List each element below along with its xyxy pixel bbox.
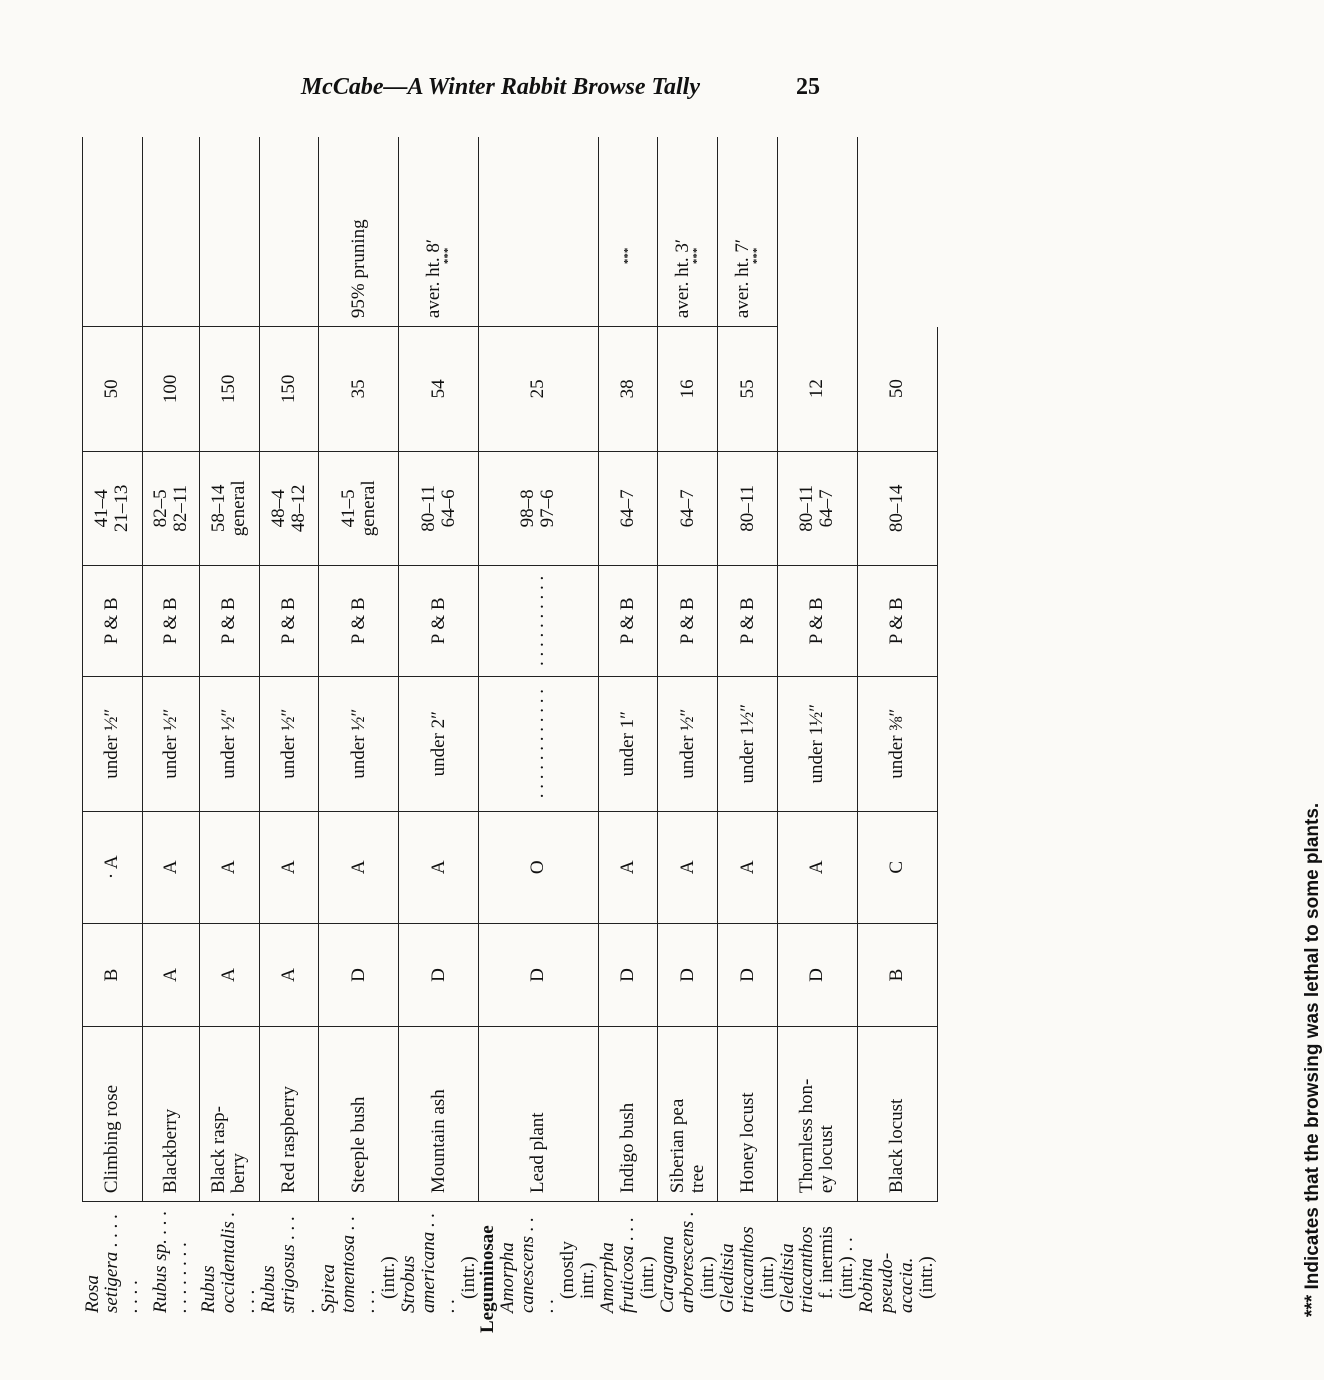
species-name: Rubus sp. . . . . . . . . . . . — [149, 1210, 191, 1313]
stem-size-cell: under 1″ — [598, 676, 658, 811]
remarks-cell — [319, 137, 399, 327]
rating-b-cell: D — [718, 923, 778, 1026]
species-note: (mostly intr.) — [557, 1240, 599, 1299]
running-title: McCabe—A Winter Rabbit Browse Tally — [300, 74, 700, 100]
table-row — [259, 137, 319, 1337]
rotated-table-block — [81, 137, 1323, 1337]
rating-b-cell: A — [199, 923, 259, 1026]
remarks-text: aver. ht. 3′ — [672, 238, 694, 319]
rating-a-cell: A — [319, 811, 399, 923]
stem-size-cell: under ½″ — [83, 676, 143, 811]
rating-a-cell: A — [658, 811, 718, 923]
rating-b-cell: D — [399, 923, 479, 1026]
stem-size-cell: under ½″ — [658, 676, 718, 811]
remarks-cell — [718, 137, 778, 327]
stem-size-cell: under ⅜″ — [857, 676, 937, 811]
browse-type-cell: P & B — [778, 566, 858, 677]
species-cell — [857, 1202, 937, 1337]
species-note: (intr.) — [377, 1256, 399, 1299]
count-cell: 54 — [399, 327, 479, 452]
species-name: Rubus occidentalis . . . . — [198, 1211, 260, 1313]
page-number: 25 — [796, 74, 820, 100]
browse-type-cell: P & B — [319, 566, 399, 677]
remarks-cell — [658, 137, 718, 327]
species-note: (intr.) — [756, 1256, 778, 1299]
table-row — [598, 137, 658, 1337]
location-cell: 41–4 21–13 — [83, 451, 143, 566]
table-row — [778, 137, 858, 1337]
remarks-cell — [598, 137, 658, 327]
page-header — [0, 74, 820, 101]
remarks-text: aver. ht. 8′ — [423, 238, 445, 319]
rating-b-cell: A — [259, 923, 319, 1026]
count-cell: 50 — [857, 327, 937, 452]
species-name: Strobus americana . . . . — [397, 1212, 459, 1313]
common-name-cell: Siberian pea tree — [658, 1027, 718, 1202]
species-name: Amorpha canescens . . . . — [497, 1216, 559, 1313]
location-cell: 64–7 — [658, 451, 718, 566]
rating-b-cell: B — [83, 923, 143, 1026]
remarks-text: 95% pruning — [347, 219, 369, 319]
location-cell: 48–4 48–12 — [259, 451, 319, 566]
stem-size-cell: under ½″ — [259, 676, 319, 811]
rating-b-cell: D — [778, 923, 858, 1026]
browse-type-cell: P & B — [718, 566, 778, 677]
rating-a-cell: A — [778, 811, 858, 923]
common-name-cell: Thornless hon- ey locust — [778, 1027, 858, 1202]
species-cell — [478, 1202, 598, 1337]
species-name: Robina pseudo-acacia. — [856, 1252, 918, 1313]
browse-type-cell: P & B — [83, 566, 143, 677]
species-name: Gleditsia triacanthos — [716, 1226, 758, 1313]
common-name-cell: Blackberry — [142, 1027, 199, 1202]
browse-type-cell: P & B — [658, 566, 718, 677]
common-name-cell: Lead plant — [478, 1027, 598, 1202]
rating-a-cell: A — [718, 811, 778, 923]
stem-size-cell: under ½″ — [142, 676, 199, 811]
table-row — [857, 137, 937, 1337]
common-name-cell: Honey locust — [718, 1027, 778, 1202]
remarks-cell — [199, 137, 259, 327]
location-cell: 80–11 64–7 — [778, 451, 858, 566]
species-note: (intr.) — [636, 1256, 658, 1299]
remarks-cell — [857, 137, 937, 327]
species-name: Gleditsia triacanthos — [776, 1226, 818, 1313]
rating-b-cell: D — [598, 923, 658, 1026]
common-name-cell: Indigo bush — [598, 1027, 658, 1202]
browse-type-cell: P & B — [598, 566, 658, 677]
browse-tally-table — [82, 137, 938, 1337]
count-cell: 16 — [658, 327, 718, 452]
remarks-cell — [83, 137, 143, 327]
count-cell: 38 — [598, 327, 658, 452]
table-row — [718, 137, 778, 1337]
count-cell: 150 — [259, 327, 319, 452]
location-cell: 41–5 general — [319, 451, 399, 566]
table-row — [142, 137, 199, 1337]
table-row — [658, 137, 718, 1337]
count-cell: 50 — [83, 327, 143, 452]
remarks-cell — [142, 137, 199, 327]
table-row — [199, 137, 259, 1337]
rating-a-cell: C — [857, 811, 937, 923]
stem-size-cell: under 1½″ — [718, 676, 778, 811]
table-body — [83, 137, 938, 1337]
count-cell: 12 — [778, 327, 858, 452]
species-cell — [598, 1202, 658, 1337]
lethal-marker: *** — [442, 247, 455, 265]
stem-size-cell: under ½″ — [199, 676, 259, 811]
table-row — [478, 137, 598, 1337]
species-name: Caragana arborescens . — [656, 1211, 698, 1313]
browse-type-cell: . . . . . . . . . . — [478, 566, 598, 677]
table-row — [83, 137, 143, 1337]
rating-a-cell: A — [199, 811, 259, 923]
common-name-cell: Steeple bush — [319, 1027, 399, 1202]
stem-size-cell: under 1½″ — [778, 676, 858, 811]
rating-b-cell: D — [478, 923, 598, 1026]
table-row — [319, 137, 399, 1337]
species-cell — [142, 1202, 199, 1337]
remarks-cell — [259, 137, 319, 327]
species-cell — [199, 1202, 259, 1337]
rating-a-cell: O — [478, 811, 598, 923]
common-name-cell: Climbing rose — [83, 1027, 143, 1202]
rating-a-cell: · A — [83, 811, 143, 923]
common-name-cell: Mountain ash — [399, 1027, 479, 1202]
rating-a-cell: A — [399, 811, 479, 923]
stem-size-cell: under 2″ — [399, 676, 479, 811]
location-cell: 80–14 — [857, 451, 937, 566]
location-cell: 82–5 82–11 — [142, 451, 199, 566]
rating-b-cell: D — [658, 923, 718, 1026]
rating-b-cell: B — [857, 923, 937, 1026]
rating-a-cell: A — [598, 811, 658, 923]
species-cell — [658, 1202, 718, 1337]
lethal-marker: *** — [751, 247, 764, 265]
count-cell: 150 — [199, 327, 259, 452]
common-name-cell: Red raspberry — [259, 1027, 319, 1202]
table-row — [399, 137, 479, 1337]
stem-size-cell: under ½″ — [319, 676, 399, 811]
browse-type-cell: P & B — [857, 566, 937, 677]
footnote: *** Indicates that the browsing was lethal to some plants. — [1302, 802, 1323, 1317]
browse-type-cell: P & B — [142, 566, 199, 677]
lethal-marker: *** — [621, 247, 634, 265]
species-note: f. inermis (intr.) . . — [816, 1226, 858, 1299]
remarks-cell — [399, 137, 479, 327]
species-name: Rubus strigosus . . . . — [258, 1215, 319, 1313]
species-cell — [319, 1202, 399, 1337]
remarks-cell — [478, 137, 598, 327]
browse-type-cell: P & B — [259, 566, 319, 677]
common-name-cell: Black rasp- berry — [199, 1027, 259, 1202]
location-cell: 80–11 — [718, 451, 778, 566]
species-note: (intr.) — [457, 1256, 479, 1299]
species-name: Rosa setigera . . . . . . . . — [81, 1213, 143, 1313]
lethal-marker: *** — [691, 247, 704, 265]
species-cell — [83, 1202, 143, 1337]
count-cell: 55 — [718, 327, 778, 452]
count-cell: 100 — [142, 327, 199, 452]
location-cell: 98–8 97–6 — [478, 451, 598, 566]
rating-b-cell: D — [319, 923, 399, 1026]
species-cell — [778, 1202, 858, 1337]
location-cell: 64–7 — [598, 451, 658, 566]
species-cell — [718, 1202, 778, 1337]
species-name: Spirea tomentosa . . . . . — [317, 1215, 379, 1313]
remarks-cell — [778, 137, 858, 327]
browse-type-cell: P & B — [399, 566, 479, 677]
remarks-text: aver. ht. 7′ — [732, 238, 754, 319]
species-cell — [399, 1202, 479, 1337]
species-cell — [259, 1202, 319, 1337]
count-cell: 35 — [319, 327, 399, 452]
species-note: (intr.) — [696, 1256, 718, 1299]
count-cell: 25 — [478, 327, 598, 452]
stem-size-cell: . . . . . . . . . . . . — [478, 676, 598, 811]
species-name: Amorpha fruticosa . . . — [597, 1216, 638, 1313]
browse-type-cell: P & B — [199, 566, 259, 677]
rating-a-cell: A — [142, 811, 199, 923]
location-cell: 58–14 general — [199, 451, 259, 566]
location-cell: 80–11 64–6 — [399, 451, 479, 566]
family-heading: Leguminosae — [477, 1225, 499, 1333]
species-note: (intr.) — [916, 1256, 938, 1299]
rating-a-cell: A — [259, 811, 319, 923]
rating-b-cell: A — [142, 923, 199, 1026]
common-name-cell: Black locust — [857, 1027, 937, 1202]
